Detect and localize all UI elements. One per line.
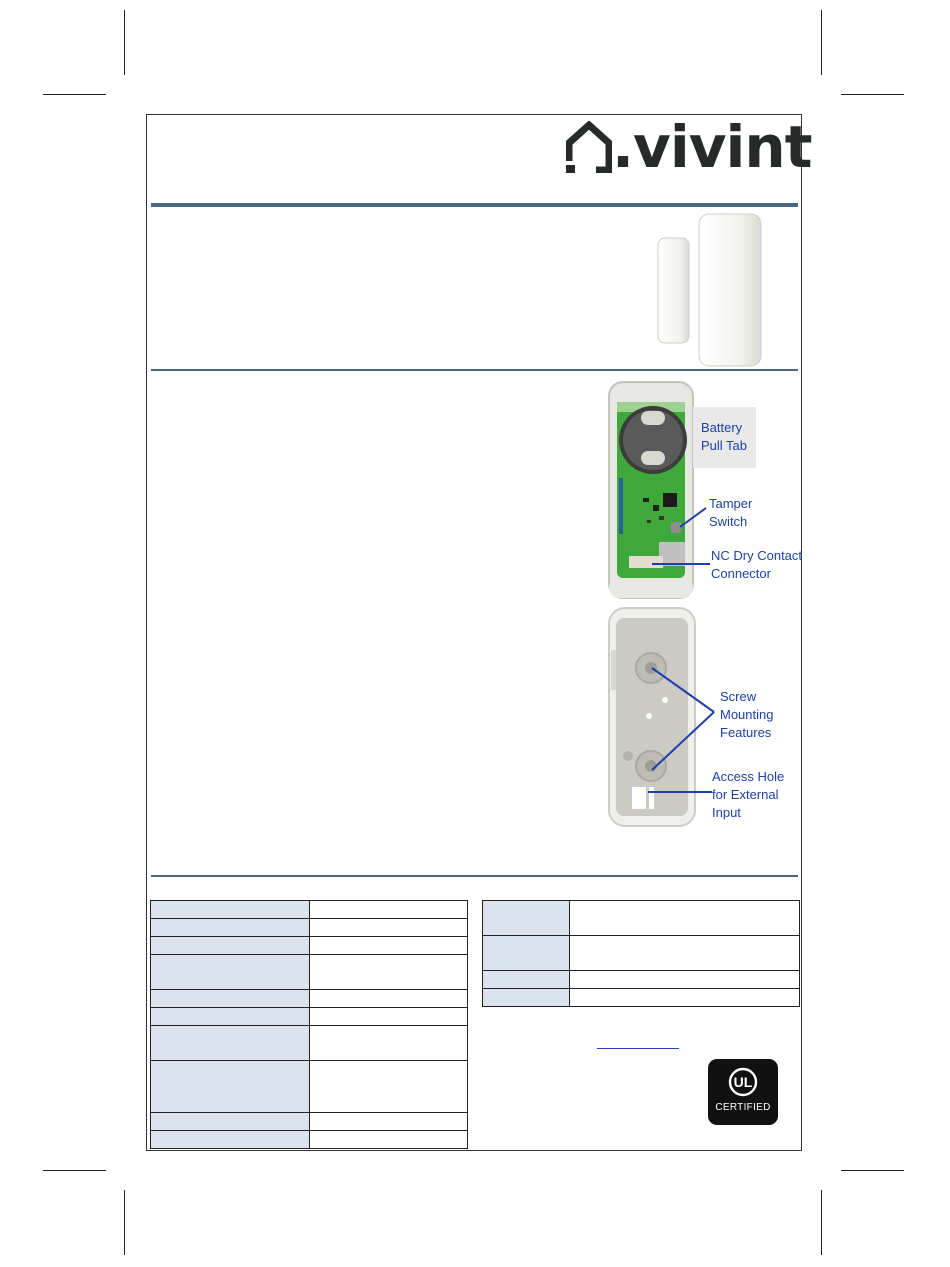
table-key-cell bbox=[151, 1113, 310, 1131]
crop-mark-top-right-horizontal bbox=[841, 94, 904, 95]
table-value-cell bbox=[310, 937, 468, 955]
crop-mark-top-right-vertical bbox=[821, 10, 822, 75]
table-value-cell bbox=[570, 989, 800, 1007]
access-hole-callout: Access Hole for External Input bbox=[712, 769, 785, 820]
table-key-cell bbox=[483, 971, 570, 989]
table-key-cell bbox=[151, 901, 310, 919]
table-row bbox=[151, 1131, 468, 1149]
crop-mark-bottom-left-horizontal bbox=[43, 1170, 106, 1171]
table-key-cell bbox=[151, 1061, 310, 1113]
table-row bbox=[151, 990, 468, 1008]
spec-table-left bbox=[150, 900, 468, 1149]
ul-mark-icon bbox=[728, 1067, 758, 1097]
vivint-house-logo-icon bbox=[566, 121, 612, 173]
table-key-cell bbox=[151, 1008, 310, 1026]
table-key-cell bbox=[151, 990, 310, 1008]
callout-leader-lines bbox=[600, 480, 720, 810]
table-row bbox=[151, 955, 468, 990]
table-row bbox=[483, 901, 800, 936]
table-key-cell bbox=[151, 955, 310, 990]
table-value-cell bbox=[310, 1061, 468, 1113]
table-key-cell bbox=[483, 901, 570, 936]
dry-contact-callout: NC Dry Contact Connector bbox=[711, 548, 803, 581]
header-rule bbox=[151, 203, 798, 207]
table-key-cell bbox=[483, 936, 570, 971]
table-value-cell bbox=[310, 955, 468, 990]
sensor-product-photo bbox=[652, 210, 768, 370]
sensor-piece bbox=[699, 214, 761, 366]
table-value-cell bbox=[570, 936, 800, 971]
vivint-logo-text: .vivint bbox=[612, 113, 812, 181]
table-value-cell bbox=[310, 1026, 468, 1061]
table-value-cell bbox=[310, 1113, 468, 1131]
crop-mark-top-left-horizontal bbox=[43, 94, 106, 95]
table-key-cell bbox=[151, 937, 310, 955]
table-key-cell bbox=[151, 1131, 310, 1149]
table-row bbox=[151, 1113, 468, 1131]
table-row bbox=[151, 1026, 468, 1061]
table-row bbox=[483, 936, 800, 971]
table-row bbox=[483, 989, 800, 1007]
table-row bbox=[483, 971, 800, 989]
table-row bbox=[151, 937, 468, 955]
table-key-cell bbox=[483, 989, 570, 1007]
ul-mark-text: UL bbox=[733, 1074, 753, 1090]
crop-mark-top-left-vertical bbox=[124, 10, 125, 75]
crop-mark-bottom-right-vertical bbox=[821, 1190, 822, 1255]
magnet-piece bbox=[658, 238, 689, 343]
table-row bbox=[151, 901, 468, 919]
section-rule-2 bbox=[151, 875, 798, 877]
table-value-cell bbox=[310, 990, 468, 1008]
table-row bbox=[151, 1061, 468, 1113]
table-row bbox=[151, 1008, 468, 1026]
table-value-cell bbox=[570, 971, 800, 989]
ul-certified-label: CERTIFIED bbox=[715, 1102, 771, 1113]
table-key-cell bbox=[151, 919, 310, 937]
ul-certified-badge bbox=[708, 1059, 778, 1125]
crop-mark-bottom-left-vertical bbox=[124, 1190, 125, 1255]
battery-callout: Battery Pull Tab bbox=[701, 420, 748, 453]
web-link[interactable] bbox=[597, 1048, 679, 1049]
table-value-cell bbox=[310, 1131, 468, 1149]
screw-callout: Screw Mounting Features bbox=[720, 689, 774, 740]
spec-table-right bbox=[482, 900, 800, 1007]
table-key-cell bbox=[151, 1026, 310, 1061]
table-value-cell bbox=[570, 901, 800, 936]
tamper-callout: Tamper Switch bbox=[709, 496, 753, 529]
crop-mark-bottom-right-horizontal bbox=[841, 1170, 904, 1171]
table-value-cell bbox=[310, 1008, 468, 1026]
table-row bbox=[151, 919, 468, 937]
table-value-cell bbox=[310, 919, 468, 937]
table-value-cell bbox=[310, 901, 468, 919]
